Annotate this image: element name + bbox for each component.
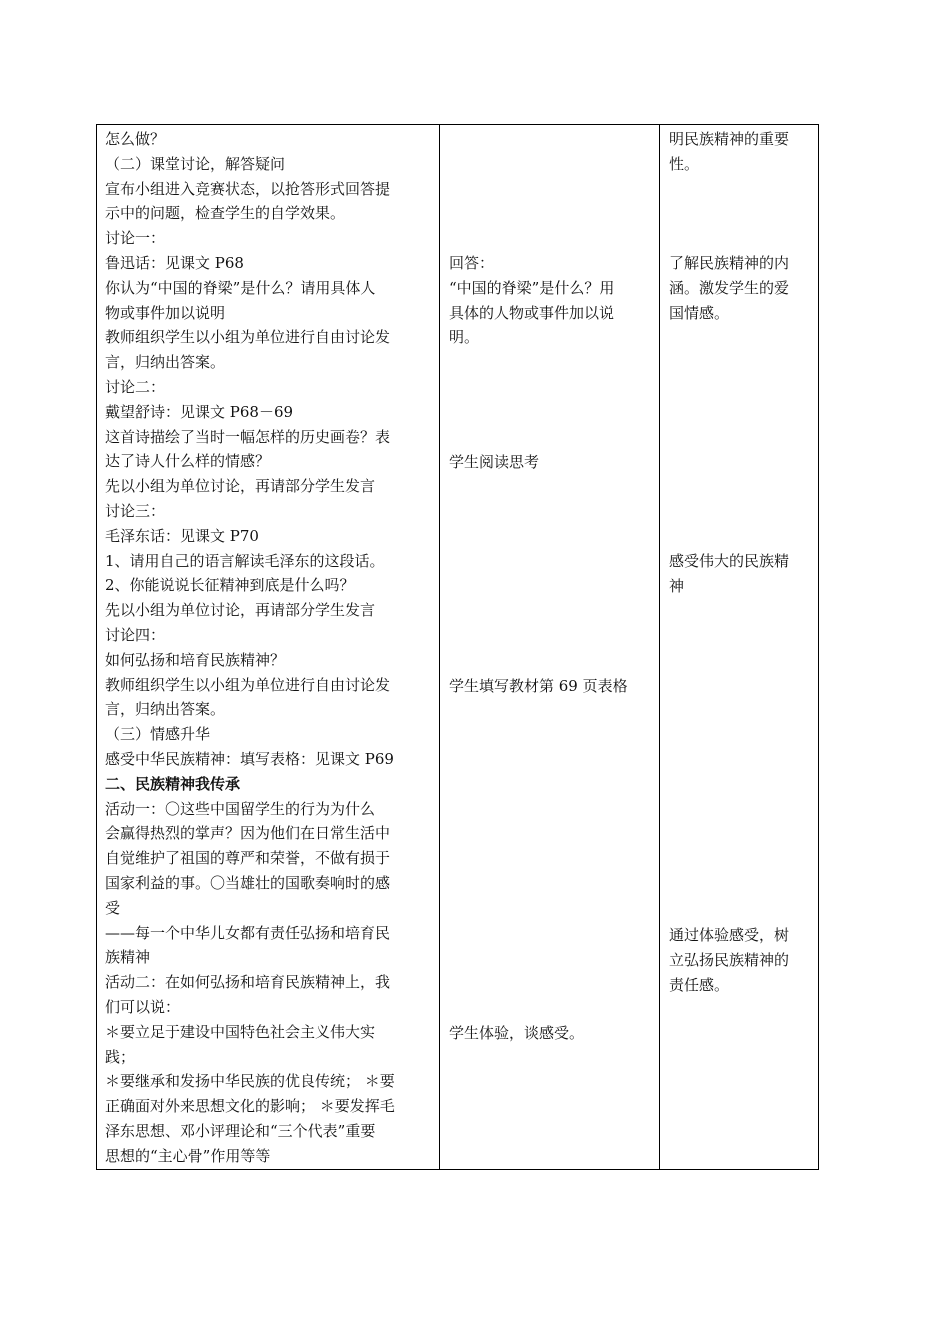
teacher-text-line: 自觉维护了祖国的尊严和荣誉，不做有损于 <box>105 849 391 868</box>
teacher-text-line: 讨论三： <box>105 502 166 520</box>
design-intent-line: 国情感。 <box>669 303 730 322</box>
teacher-text-line: 受 <box>105 898 121 917</box>
teacher-text-line: 教师组织学生以小组为单位进行自由讨论发 <box>105 675 391 694</box>
teacher-text-line: 践； <box>105 1047 136 1066</box>
design-intent-line: 性。 <box>669 154 700 173</box>
teacher-text-line: 毛泽东话：见课文 P70 <box>105 526 259 545</box>
teacher-text-line: 宣布小组进入竞赛状态，以抢答形式回答提 <box>105 179 391 198</box>
teacher-text-line: 鲁迅话：见课文 P68 <box>105 254 244 272</box>
teacher-text-line: 戴望舒诗：见课文 P68－69 <box>105 402 294 421</box>
design-intent-line: 明民族精神的重要 <box>669 130 790 148</box>
teacher-text-line: 1、请用自己的语言解读毛泽东的这段话。 <box>105 551 385 570</box>
design-intent-line: 立弘扬民族精神的 <box>669 950 790 969</box>
teacher-text-line: 言，归纳出答案。 <box>105 353 226 372</box>
column-divider <box>659 125 660 1169</box>
teacher-text-line: 怎么做？ <box>105 130 166 148</box>
design-intent-line: 责任感。 <box>669 975 730 994</box>
teacher-text-line: 讨论四： <box>105 626 166 644</box>
teacher-text-line: 会赢得热烈的掌声？因为他们在日常生活中 <box>105 824 391 843</box>
student-answer-line: 回答： <box>449 254 495 272</box>
design-intent-line: 了解民族精神的内 <box>669 254 790 272</box>
teacher-text-line: 物或事件加以说明 <box>105 303 226 322</box>
teacher-text-line: ＊要继承和发扬中华民族的优良传统； ＊要 <box>105 1072 395 1091</box>
student-table-note: 学生填写教材第 69 页表格 <box>449 677 628 695</box>
lesson-plan-table <box>96 124 819 1170</box>
teacher-text-line: ——每一个中华儿女都有责任弘扬和培育民 <box>105 923 391 942</box>
student-answer-line: “中国的脊梁”是什么？用 <box>449 278 615 297</box>
teacher-text-line: 活动二：在如何弘扬和培育民族精神上，我 <box>105 973 391 992</box>
teacher-text-line: ＊要立足于建设中国特色社会主义伟大实 <box>105 1022 376 1041</box>
teacher-text-line: 示中的问题，检查学生的自学效果。 <box>105 204 346 223</box>
teacher-text-line: 感受中华民族精神：填写表格：见课文 P69 <box>105 750 394 768</box>
teacher-text-line: 你认为“中国的脊梁”是什么？请用具体人 <box>105 278 376 297</box>
teacher-text-line: （三）情感升华 <box>105 725 211 744</box>
teacher-text-line: 们可以说： <box>105 998 181 1016</box>
teacher-text-line: 达了诗人什么样的情感？ <box>105 452 271 471</box>
design-intent-line: 感受伟大的民族精 <box>669 552 790 570</box>
teacher-text-line: 国家利益的事。〇当雄壮的国歌奏响时的感 <box>105 874 391 892</box>
student-answer-line: 具体的人物或事件加以说 <box>449 303 615 322</box>
teacher-text-line: 言，归纳出答案。 <box>105 700 226 719</box>
teacher-text-line: 活动一：〇这些中国留学生的行为为什么 <box>105 799 376 818</box>
teacher-text-line: 先以小组为单位讨论，再请部分学生发言 <box>105 477 376 496</box>
teacher-text-line: 2、你能说说长征精神到底是什么吗？ <box>105 576 355 595</box>
teacher-text-line: 正确面对外来思想文化的影响； ＊要发挥毛 <box>105 1097 395 1116</box>
teacher-text-line: （二）课堂讨论，解答疑问 <box>105 154 286 173</box>
student-experience-note: 学生体验，谈感受。 <box>449 1024 585 1042</box>
teacher-text-line: 如何弘扬和培育民族精神？ <box>105 650 286 669</box>
teacher-text-line: 思想的“主心骨”作用等等 <box>105 1146 271 1165</box>
teacher-text-line: 族精神 <box>105 948 151 967</box>
teacher-text-line: 泽东思想、邓小评理论和“三个代表”重要 <box>105 1122 376 1140</box>
design-intent-line: 神 <box>669 576 685 595</box>
teacher-text-line: 先以小组为单位讨论，再请部分学生发言 <box>105 601 376 620</box>
teacher-text-line: 这首诗描绘了当时一幅怎样的历史画卷？表 <box>105 427 391 446</box>
section-heading: 二、民族精神我传承 <box>105 774 241 793</box>
student-answer-line: 明。 <box>449 328 480 347</box>
teacher-text-line: 教师组织学生以小组为单位进行自由讨论发 <box>105 328 391 347</box>
design-intent-line: 通过体验感受，树 <box>669 926 790 944</box>
column-divider <box>439 125 440 1169</box>
design-intent-line: 涵。激发学生的爱 <box>669 278 790 297</box>
teacher-text-line: 讨论二： <box>105 378 166 396</box>
teacher-text-line: 讨论一： <box>105 229 166 248</box>
student-reading-note: 学生阅读思考 <box>449 453 540 471</box>
